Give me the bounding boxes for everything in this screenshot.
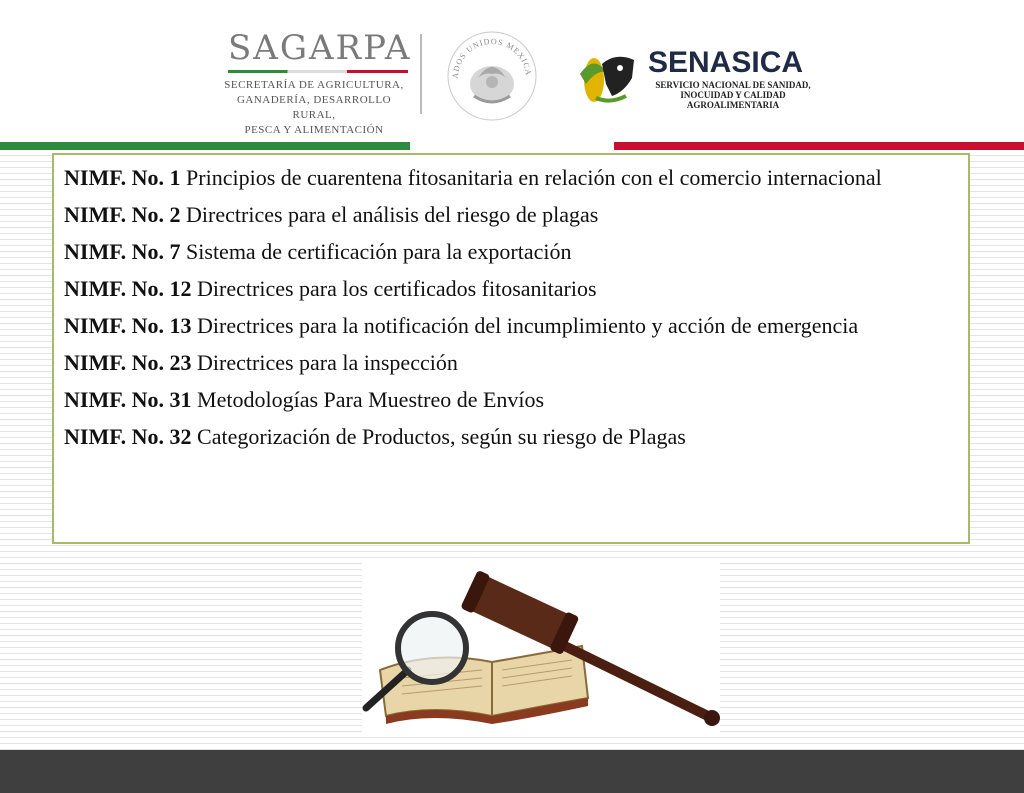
sagarpa-subtitle-line: SECRETARÍA DE AGRICULTURA, [224,79,404,91]
list-item [64,200,960,230]
sagarpa-subtitle-line: GANADERÍA, DESARROLLO RURAL, [236,94,392,121]
logo-separator [420,34,422,114]
item-text: Categorización de Productos, según su riesgo de Plagas [191,424,686,449]
senasica-subtitle [648,80,818,110]
list-item [64,163,960,193]
red-accent-bar [614,142,1024,150]
item-code: NIMF. No. 7 [64,239,181,264]
sagarpa-rule [228,70,408,73]
item-text: Directrices para la notificación del incumplimiento y acción de emergencia [191,313,859,338]
list-item [64,237,960,267]
list-item [64,385,960,415]
gavel-magnifier-book-icon [362,558,720,736]
seal-text: ADOS UNIDOS MEXICA [450,36,534,79]
item-text: Sistema de certificación para la exportación [180,239,572,264]
item-code: NIMF. No. 12 [64,276,192,301]
item-code: NIMF. No. 13 [64,313,192,338]
sagarpa-name: SAGARPA [228,28,412,68]
header [0,0,1024,142]
senasica-name: SENASICA [648,46,804,79]
senasica-subtitle-line: INOCUIDAD Y CALIDAD [680,90,786,100]
list-item [64,348,960,378]
mexico-seal-icon [444,26,540,122]
sagarpa-subtitle-line: PESCA Y ALIMENTACIÓN [244,124,384,136]
item-code: NIMF. No. 32 [64,424,192,449]
list-item [64,422,960,452]
item-code: NIMF. No. 23 [64,350,192,375]
senasica-subtitle-line: AGROALIMENTARIA [686,100,780,110]
sagarpa-subtitle [214,78,414,138]
senasica-subtitle-line: SERVICIO NACIONAL DE SANIDAD, [655,80,811,90]
item-text: Directrices para el análisis del riesgo de plagas [180,202,599,227]
item-code: NIMF. No. 1 [64,165,181,190]
item-text: Principios de cuarentena fitosanitaria en relación con el comercio internacional [180,165,882,190]
item-text: Directrices para los certificados fitosanitarios [191,276,597,301]
item-text: Directrices para la inspección [191,350,458,375]
green-accent-bar [0,142,410,150]
standards-list-box [52,153,970,544]
item-code: NIMF. No. 31 [64,387,192,412]
senasica-emblem-icon [576,44,640,106]
list-item [64,311,960,341]
item-text: Metodologías Para Muestreo de Envíos [191,387,545,412]
senasica-logo [576,44,816,108]
list-item [64,274,960,304]
sagarpa-logo [214,28,414,136]
footer-bar [0,750,1024,793]
item-code: NIMF. No. 2 [64,202,181,227]
